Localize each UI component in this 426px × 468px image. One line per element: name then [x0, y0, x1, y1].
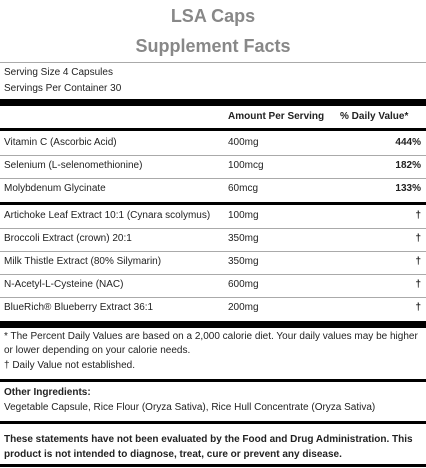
disclaimer-line: These statements have not been evaluated by the Food and Drug Administration. This	[4, 434, 413, 445]
servings-per-container: Servings Per Container 30	[4, 83, 122, 94]
header-divider	[0, 128, 426, 131]
ingredient-dv: †	[415, 256, 421, 267]
other-ingredients-text: Vegetable Capsule, Rice Flour (Oryza Sativa), Rice Hull Concentrate (Oryza Sativa)	[4, 402, 376, 413]
ingredient-amount: 100mg	[228, 210, 259, 221]
table-row	[0, 298, 426, 320]
amount-header: Amount Per Serving	[228, 111, 325, 122]
ingredient-dv: †	[415, 210, 421, 221]
nutrient-name: Vitamin C (Ascorbic Acid)	[4, 137, 117, 148]
ingredient-amount: 350mg	[228, 256, 259, 267]
bottom-rule	[0, 464, 426, 467]
nutrient-name: Molybdenum Glycinate	[4, 183, 106, 194]
section-divider	[0, 202, 426, 205]
panel-title: Supplement Facts	[135, 36, 291, 56]
ingredient-name: BlueRich® Blueberry Extract 36:1	[4, 302, 154, 313]
ingredient-name: N-Acetyl-L-Cysteine (NAC)	[4, 279, 124, 290]
nutrient-dv: 182%	[395, 160, 421, 171]
section-divider	[0, 379, 426, 382]
table-row	[0, 133, 426, 155]
ingredient-name: Milk Thistle Extract (80% Silymarin)	[4, 256, 162, 267]
other-ingredients-title: Other Ingredients:	[4, 387, 91, 398]
table-row	[0, 275, 426, 297]
fda-disclaimer	[4, 432, 422, 462]
ingredient-amount: 200mg	[228, 302, 259, 313]
nutrient-dv: 444%	[395, 137, 421, 148]
ingredient-dv: †	[415, 302, 421, 313]
ingredient-amount: 600mg	[228, 279, 259, 290]
product-name: LSA Caps	[170, 6, 256, 26]
disclaimer-line: product is not intended to diagnose, treat, cure or prevent any disease.	[4, 449, 342, 460]
table-row	[0, 179, 426, 201]
divider	[0, 62, 426, 63]
nutrient-dv: 133%	[395, 183, 421, 194]
table-row	[0, 156, 426, 178]
daily-value-footnote-cont: or lower depending on your calorie needs.	[4, 345, 191, 356]
nutrient-amount: 100mcg	[228, 160, 264, 171]
nutrient-amount: 60mcg	[228, 183, 259, 194]
table-row	[0, 206, 426, 228]
dagger-footnote: † Daily Value not established.	[4, 360, 136, 371]
ingredient-name: Broccoli Extract (crown) 20:1	[4, 233, 132, 244]
ingredient-dv: †	[415, 233, 421, 244]
section-divider	[0, 421, 426, 424]
nutrient-amount: 400mg	[228, 137, 259, 148]
table-row	[0, 229, 426, 251]
table-row	[0, 252, 426, 274]
thick-divider	[0, 321, 426, 328]
ingredient-dv: †	[415, 279, 421, 290]
thick-divider	[0, 99, 426, 106]
ingredient-name: Artichoke Leaf Extract 10:1 (Cynara scolymus)	[4, 210, 211, 221]
daily-value-header: % Daily Value*	[340, 111, 409, 122]
nutrient-name: Selenium (L-selenomethionine)	[4, 160, 143, 171]
ingredient-amount: 350mg	[228, 233, 259, 244]
serving-size: Serving Size 4 Capsules	[4, 67, 113, 78]
daily-value-footnote: * The Percent Daily Values are based on a 2,000 calorie diet. Your daily values may be higher	[4, 331, 418, 342]
